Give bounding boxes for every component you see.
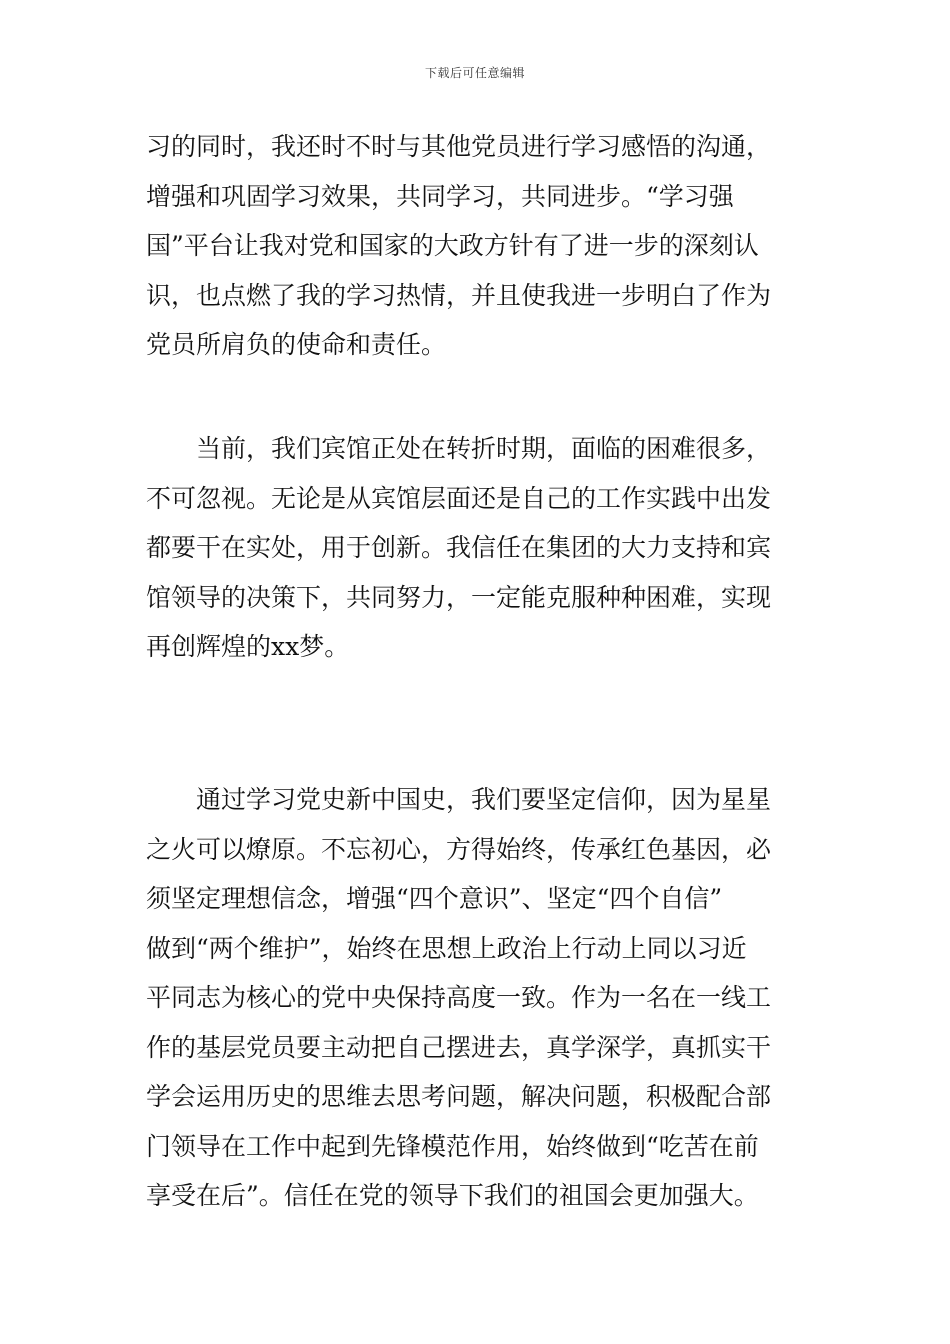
paragraph-line: 学会运用历史的思维去思考问题，解决问题，积极配合部 xyxy=(146,1082,772,1111)
paragraph-line: 都要干在实处，用于创新。我信任在集团的大力支持和宾 xyxy=(146,533,772,562)
paragraph-line: 国”平台让我对党和国家的大政方针有了进一步的深刻认 xyxy=(146,231,759,260)
paragraph-3 xyxy=(146,775,806,1221)
paragraph-line: 享受在后”。信任在党的领导下我们的祖国会更加强大。 xyxy=(146,1181,759,1210)
paragraph-line: 不可忽视。无论是从宾馆层面还是自己的工作实践中出发 xyxy=(146,483,772,513)
paragraph-line: 通过学习党史新中国史，我们要坚定信仰，因为星星 xyxy=(196,785,772,814)
paragraph-line: 门领导在工作中起到先锋模范作用，始终做到“吃苦在前 xyxy=(146,1131,759,1161)
paragraph-2 xyxy=(146,424,806,672)
paragraph-line: 作的基层党员要主动把自己摆进去，真学深学，真抓实干 xyxy=(146,1032,772,1062)
paragraph-line: 馆领导的决策下，共同努力，一定能克服种种困难，实现 xyxy=(146,582,772,612)
paragraph-line: 平同志为核心的党中央保持高度一致。作为一名在一线工 xyxy=(146,983,772,1012)
paragraph-line: 再创辉煌的xx梦。 xyxy=(146,632,350,661)
paragraph-line: 增强和巩固学习效果，共同学习，共同进步。“学习强 xyxy=(146,181,734,211)
paragraph-line: 当前，我们宾馆正处在转折时期，面临的困难很多， xyxy=(196,434,772,463)
paragraph-line: 须坚定理想信念，增强“四个意识”、坚定“四个自信” xyxy=(146,884,723,913)
paragraph-line: 之火可以燎原。不忘初心，方得始终，传承红色基因，必 xyxy=(146,834,772,864)
paragraph-line: 识，也点燃了我的学习热情，并且使我进一步明白了作为 xyxy=(146,280,772,310)
paragraph-line: 做到“两个维护”，始终在思想上政治上行动上同以习近 xyxy=(146,933,747,963)
paragraph-line: 党员所肩负的使命和责任。 xyxy=(146,330,447,359)
paragraph-1 xyxy=(146,122,806,370)
paragraph-line: 习的同时，我还时不时与其他党员进行学习感悟的沟通， xyxy=(146,132,772,161)
page-header: 下载后可任意编辑 xyxy=(424,66,525,80)
